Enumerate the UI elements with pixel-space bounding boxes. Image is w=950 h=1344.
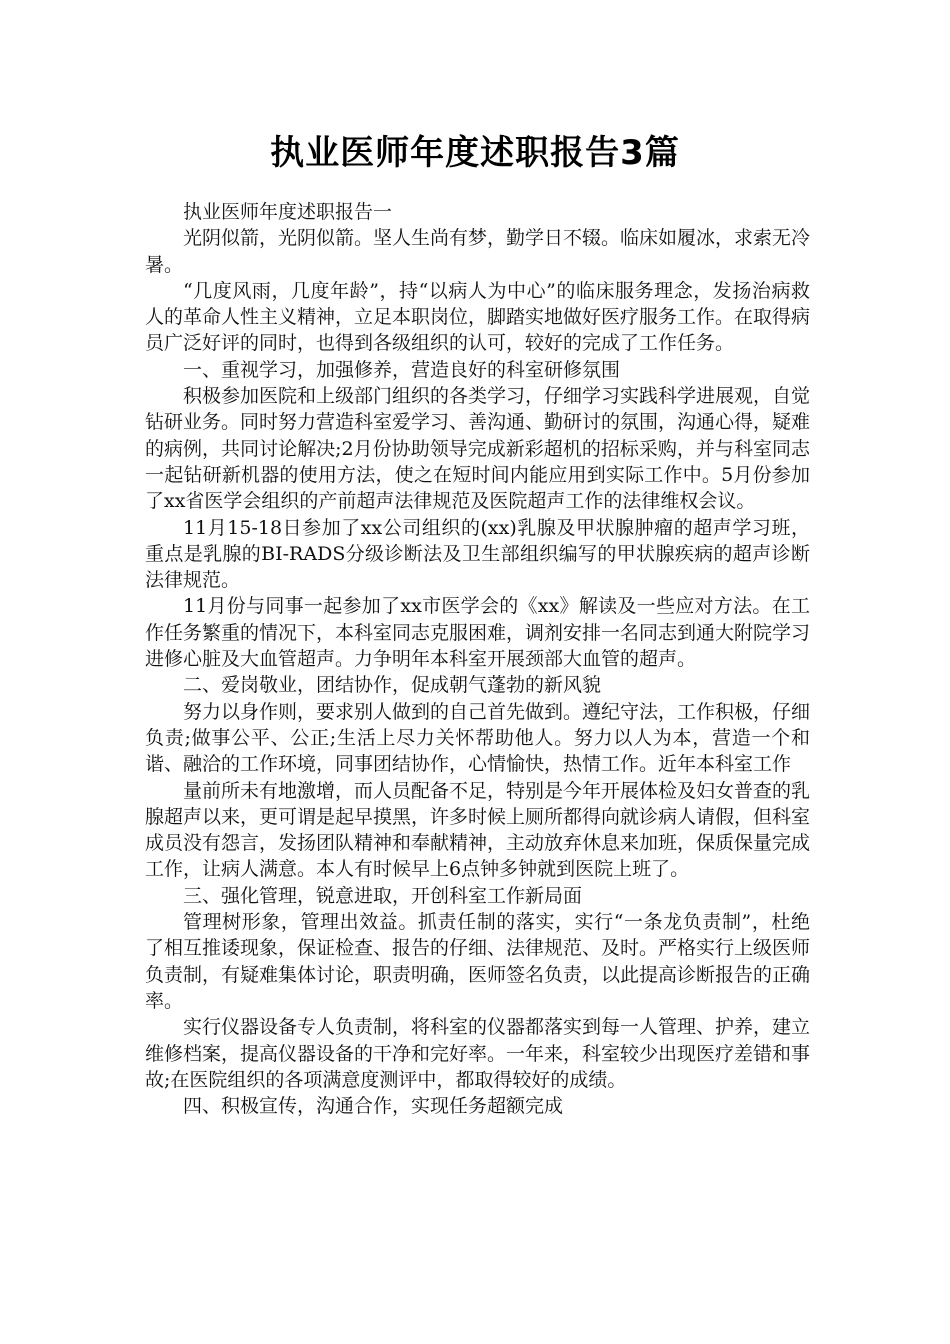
document-title: 执业医师年度述职报告3篇 [270,133,680,173]
paragraph: 11月15-18日参加了xx公司组织的(xx)乳腺及甲状腺肿瘤的超声学习班，重点是乳腺的BI-RADS分级诊断法及卫生部组织编写的甲状腺疾病的超声诊断法律规范。 [145,516,810,592]
section-heading: 一、重视学习，加强修养，营造良好的科室研修氛围 [183,358,621,381]
paragraph: 积极参加医院和上级部门组织的各类学习，仔细学习实践科学进展观，自觉钻研业务。同时努力营造科室爱学习、善沟通、勤研讨的氛围，沟通心得，疑难的病例，共同讨论解决;2月份协助领导完成新彩超机的招标采购，并与科室同志一起钻研新机器的使用方法，使之在短时间内能应用到实际工作中。5月份参加了xx省医学会组织的产前超声法律规范及医院超声工作的法律维权会议。 [145,385,811,513]
paragraph: 管理树形象，管理出效益。抓责任制的落实，实行“一条龙负责制”，杜绝了相互推诿现象，保证检查、报告的仔细、法律规范、及时。严格实行上级医师负责制，有疑难集体讨论，职责明确，医师签名负责，以此提高诊断报告的正确率。 [145,911,811,1012]
section-heading: 二、爱岗敬业，团结协作，促成朝气蓬勃的新风貌 [183,674,602,697]
document-body [145,199,810,1119]
paragraph: 努力以身作则，要求别人做到的自己首先做到。遵纪守法，工作积极，仔细负责;做事公平、公正;生活上尽力关怀帮助他人。努力以人为本，营造一个和谐、融洽的工作环境，同事团结协作，心情愉快，热情工作。近年本科室工作 [145,700,811,776]
paragraph: 量前所未有地激增，而人员配备不足，特别是今年开展体检及妇女普查的乳腺超声以来，更可谓是起早摸黑，许多时候上厕所都得向就诊病人请假，但科室成员没有怨言，发扬团队精神和奉献精神，主动放弃休息来加班，保质保量完成工作，让病人满意。本人有时候早上6点钟多钟就到医院上班了。 [145,779,811,881]
section-heading: 四、积极宣传，沟通合作，实现任务超额完成 [183,1095,564,1118]
paragraph: 11月份与同事一起参加了xx市医学会的《xx》解读及一些应对方法。在工作任务繁重的情况下，本科室同志克服困难，调剂安排一名同志到通大附院学习进修心脏及大血管超声。力争明年本科室开展颈部大血管的超声。 [145,595,811,671]
paragraph: “几度风雨，几度年龄”，持“以病人为中心”的临床服务理念，发扬治病救人的革命人性主义精神，立足本职岗位，脚踏实地做好医疗服务工作。在取得病员广泛好评的同时，也得到各级组织的认可，较好的完成了工作任务。 [145,279,811,355]
section-heading: 执业医师年度述职报告一 [183,201,393,223]
section-heading: 三、强化管理，锐意进取，开创科室工作新局面 [183,884,583,907]
paragraph: 光阴似箭，光阴似箭。坚人生尚有梦，勤学日不辍。临床如履冰，求索无冷暑。 [145,227,811,276]
paragraph: 实行仪器设备专人负责制，将科室的仪器都落实到每一人管理、护养，建立维修档案，提高仪器设备的干净和完好率。一年来，科室较少出现医疗差错和事故;在医院组织的各项满意度测评中，都取得较好的成绩。 [145,1016,811,1091]
